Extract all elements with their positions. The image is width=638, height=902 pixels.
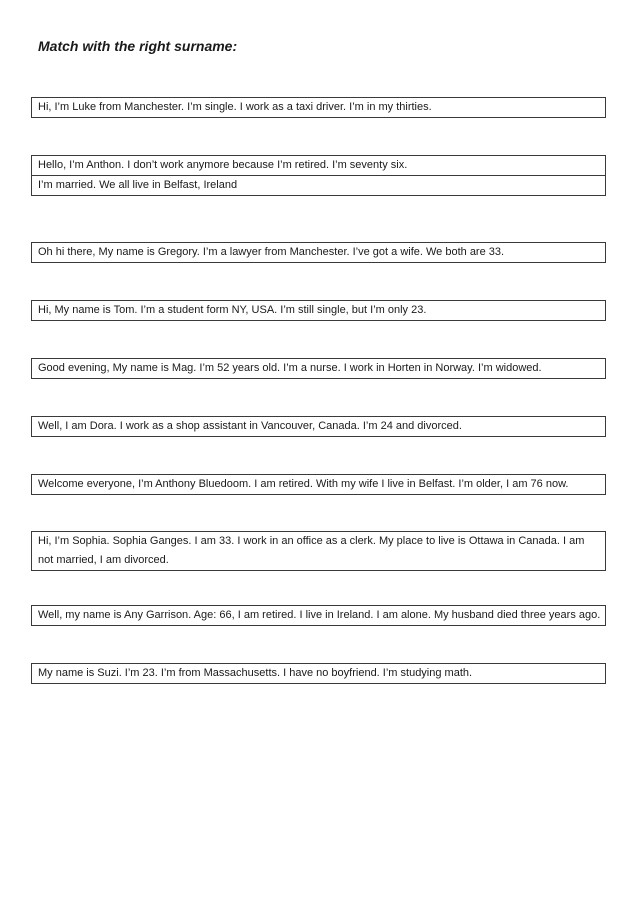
- entry-text: Hi, My name is Tom. I’m a student form NY, USA. I’m still single, but I’m only 23.: [38, 304, 427, 316]
- text-box-tom: [31, 300, 606, 321]
- text-box-dora: [31, 416, 606, 437]
- entry-text: My name is Suzi. I’m 23. I’m from Massachusetts. I have no boyfriend. I’m studying math.: [38, 667, 473, 679]
- text-box-any: [31, 605, 606, 626]
- entry-text: Hello, I’m Anthon. I don’t work anymore because I’m retired. I’m seventy six.: [38, 159, 408, 171]
- entry-text: Well, my name is Any Garrison. Age: 66, I am retired. I live in Ireland. I am alone. My husband died three years ago.: [38, 609, 601, 621]
- entry-text-continued: I’m married. We all live in Belfast, Ireland: [38, 179, 238, 191]
- entry-text: Welcome everyone, I’m Anthony Bluedoom. I am retired. With my wife I live in Belfast. I’m older, I am 76 now.: [38, 478, 569, 490]
- entry-text: Oh hi there, My name is Gregory. I’m a lawyer from Manchester. I’ve got a wife. We both are 33.: [38, 246, 505, 258]
- entry-text: Good evening, My name is Mag. I’m 52 years old. I’m a nurse. I work in Horten in Norway. I’m widowed.: [38, 362, 542, 374]
- entry-text: Hi, I’m Sophia. Sophia Ganges. I am 33. I work in an office as a clerk. My place to live is Ottawa in Canada. I am not married, I am divorced.: [38, 535, 585, 566]
- entry-text: Hi, I’m Luke from Manchester. I’m single. I work as a taxi driver. I’m in my thirties.: [38, 101, 432, 113]
- text-box-mag: [31, 358, 606, 379]
- text-box-luke: [31, 97, 606, 118]
- text-box-anthon: [31, 155, 606, 196]
- text-box-gregory: [31, 242, 606, 263]
- text-box-suzi: [31, 663, 606, 684]
- text-box-sophia: [31, 531, 606, 571]
- worksheet-title: Match with the right surname:: [38, 38, 238, 54]
- text-box-anthony: [31, 474, 606, 495]
- entry-text: Well, I am Dora. I work as a shop assistant in Vancouver, Canada. I’m 24 and divorced.: [38, 420, 462, 432]
